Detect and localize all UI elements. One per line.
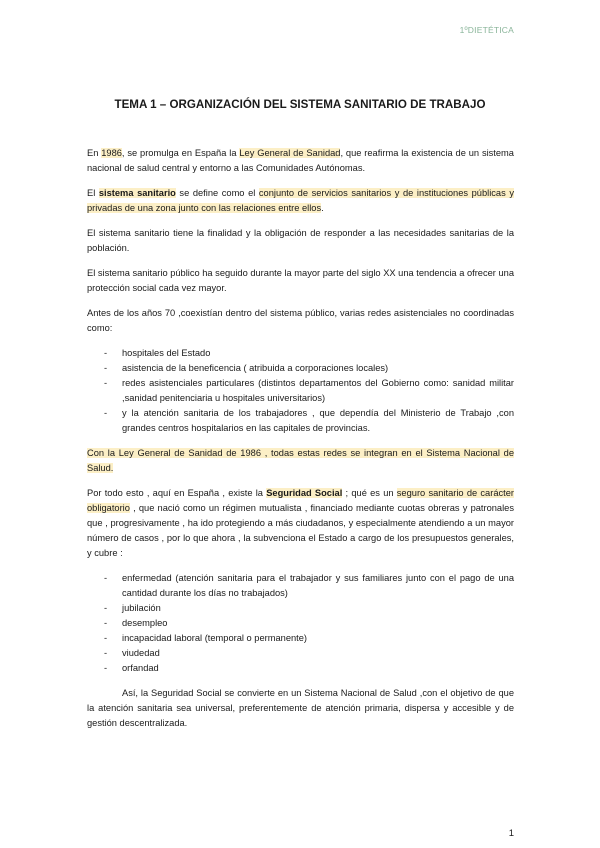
page-number: 1 <box>508 828 514 839</box>
list-item: - desempleo <box>87 616 514 631</box>
highlight-integration: Con la Ley General de Sanidad de 1986 , todas estas redes se integran en el Sistema Nacional de Salud. <box>87 448 514 473</box>
text: . <box>321 203 324 213</box>
paragraph-8: Así, la Seguridad Social se convierte en un Sistema Nacional de Salud ,con el objetivo de que la atención sanitaria sea universal, preferentemente de atención primaria, dispersa y accesible y de gestión descentralizada. <box>87 688 514 728</box>
text: Por todo esto , aquí en España , existe la <box>87 488 267 498</box>
document-body <box>87 146 514 741</box>
paragraph-1 <box>87 146 514 176</box>
text: , que nació como un régimen mutualista , financiado mediante cuotas obreras y patronales que , progresivamente , ha ido protegiendo a más ciudadanos, y especialmente atendiendo a un mayor número de casos , por lo que ahora , la subvenciona el Estado a cargo de los presupuestos generales, y cubre : <box>87 503 514 558</box>
list-item: - incapacidad laboral (temporal o permanente) <box>87 631 514 646</box>
list-item: - asistencia de la beneficencia ( atribuida a corporaciones locales) <box>87 361 514 376</box>
highlight-term: sistema sanitario <box>98 188 176 198</box>
course-header: 1ºDIETÉTICA <box>459 25 514 35</box>
highlight-law: Ley General de Sanidad <box>239 148 341 158</box>
highlight-seguro: seguro sanitario de carácter obligatorio <box>87 488 514 513</box>
networks-list <box>87 346 514 436</box>
list-item: - viudedad <box>87 646 514 661</box>
list-item: - hospitales del Estado <box>87 346 514 361</box>
text: En <box>87 148 102 158</box>
paragraph-2 <box>87 186 514 216</box>
text: , que reafirma la existencia de un sistema nacional de salud central y entorno a las Comunidades Autónomas. <box>87 148 514 173</box>
paragraph-3: El sistema sanitario tiene la finalidad y la obligación de responder a las necesidades sanitarias de la población. <box>87 228 514 253</box>
paragraph-6 <box>87 446 514 476</box>
paragraph-4: El sistema sanitario público ha seguido durante la mayor parte del siglo XX una tendencia a ofrecer una protección social cada vez mayor. <box>87 268 514 293</box>
list-item: - jubilación <box>87 601 514 616</box>
paragraph-7 <box>87 486 514 561</box>
list-item: - y la atención sanitaria de los trabajadores , que dependía del Ministerio de Trabajo ,con grandes centros hospitalarios en las capitales de provincias. <box>87 406 514 436</box>
text: El <box>87 188 99 198</box>
coverage-list <box>87 571 514 676</box>
highlight-year: 1986 <box>101 148 122 158</box>
text: se define como el <box>175 188 259 198</box>
text: ; qué es un <box>342 488 397 498</box>
document-title: TEMA 1 – ORGANIZACIÓN DEL SISTEMA SANITARIO DE TRABAJO <box>114 98 486 111</box>
paragraph-5: Antes de los años 70 ,coexistían dentro del sistema público, varias redes asistenciales no coordinadas como: <box>87 308 514 333</box>
list-item: - redes asistenciales particulares (distintos departamentos del Gobierno como: sanidad militar ,sanidad penitenciaria u hospitales universitarios) <box>87 376 514 406</box>
highlight-seguridad-social: Seguridad Social <box>266 488 343 498</box>
highlight-definition: conjunto de servicios sanitarios y de instituciones públicas y privadas de una zona junto con las relaciones entre ellos <box>87 188 514 213</box>
text: , se promulga en España la <box>121 148 240 158</box>
list-item: - enfermedad (atención sanitaria para el trabajador y sus familiares junto con el pago de una cantidad durante los días no trabajados) <box>87 571 514 601</box>
list-item: - orfandad <box>87 661 514 676</box>
